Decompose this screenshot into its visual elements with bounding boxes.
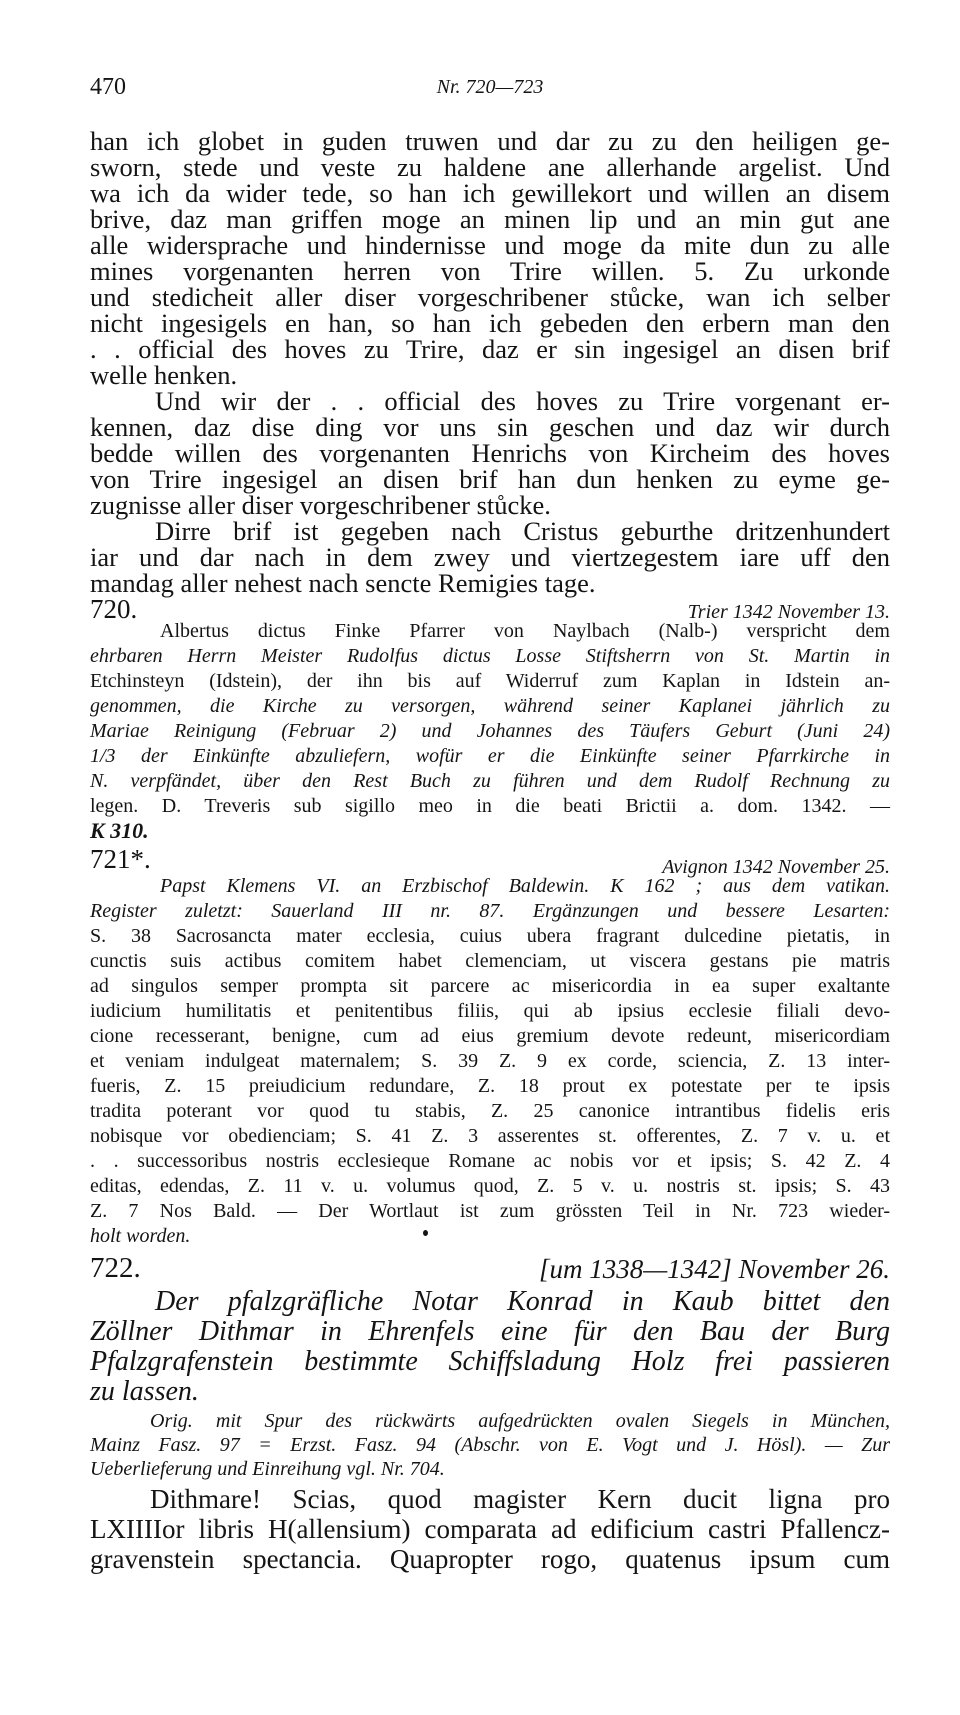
ink-speck (423, 1230, 428, 1236)
page-header (90, 74, 890, 104)
regest-line: 1/3 der Einkünfte abzuliefern, wofür er die Einkünfte seiner Pfarrkirche in (90, 745, 890, 767)
regest-line: iudicium humilitatis et penitentibus filiis, qui ab ipsius ecclesie filiali devo- (90, 1000, 890, 1022)
regest-line: fueris, Z. 15 preiudicium redundare, Z. 18 prout ex potestate per te ipsis (90, 1075, 890, 1097)
entry-number: 720. (90, 594, 138, 624)
regest-line: S. 38 Sacrosancta mater ecclesia, cuius ubera fragrant dulcedine pietatis, in (90, 925, 890, 947)
regest-line: legen. D. Treveris sub sigillo meo in die beati Brictii a. dom. 1342. — (90, 795, 890, 817)
source-line: Orig. mit Spur des rückwärts aufgedrückten ovalen Siegels in München, (150, 1410, 890, 1432)
text-line: wa ich da wider tede, so han ich gewillekort und willen an disem (90, 178, 890, 208)
text-line: han ich globet in guden truwen und dar zu zu den heiligen ge- (90, 126, 890, 156)
regest-line: Zöllner Dithmar in Ehrenfels eine für den Bau der Burg (90, 1316, 890, 1347)
source-line: Ueberlieferung und Einreihung vgl. Nr. 704. (90, 1458, 445, 1480)
regest-line: cunctis suis actibus comitem habet clemenciam, ut viscera gestans pie matris (90, 950, 890, 972)
text-line: Und wir der . . official des hoves zu Trire vorgenant er- (155, 386, 890, 416)
text-line: Dithmare! Scias, quod magister Kern ducit ligna pro (150, 1484, 890, 1514)
text-line: . . official des hoves zu Trire, daz er sin ingesigel an disen brif (90, 334, 890, 364)
regest-line: Pfalzgrafenstein bestimmte Schiffsladung Holz frei passieren (90, 1346, 890, 1377)
entry-date: Avignon 1342 November 25. (662, 856, 890, 878)
text-line: mandag aller nehest nach sencte Remigies tage. (90, 568, 596, 598)
regest-line: nobisque vor obedienciam; S. 41 Z. 3 asserentes st. offerentes, Z. 7 v. u. et (90, 1125, 890, 1147)
regest-line: Papst Klemens VI. an Erzbischof Baldewin. K 162 ; aus dem vatikan. (160, 875, 890, 897)
text-line: sworn, stede und veste zu haldene ane allerhande argelist. Und (90, 152, 890, 182)
text-line: nicht ingesigels en han, so han ich gebeden den erbern man den (90, 308, 890, 338)
text-line: alle widersprache und hindernisse und moge da mite dun zu alle (90, 230, 890, 260)
regest-line: Z. 7 Nos Bald. — Der Wortlaut ist zum grössten Teil in Nr. 723 wieder- (90, 1200, 890, 1222)
text-line: und stedicheit aller diser vorgeschribener stůcke, wan ich selber (90, 282, 890, 312)
entry-721-header (90, 844, 890, 878)
text-line: gravenstein spectancia. Quapropter rogo, quatenus ipsum cum (90, 1544, 890, 1574)
entry-date: [um 1338—1342] November 26. (539, 1254, 890, 1284)
regest-line: Albertus dictus Finke Pfarrer von Naylbach (Nalb-) verspricht dem (160, 620, 890, 642)
text-line: mines vorgenanten herren von Trire willen. 5. Zu urkonde (90, 256, 890, 286)
text-line: Dirre brif ist gegeben nach Cristus geburthe dritzenhundert (155, 516, 890, 546)
source-line: Mainz Fasz. 97 = Erzst. Fasz. 94 (Abschr. von E. Vogt und J. Hösl). — Zur (90, 1434, 890, 1456)
text-line: von Trire ingesigel an disen brif han dun henken zu eyme ge- (90, 464, 890, 494)
text-line: LXIIIIor libris H(allensium) comparata ad edificium castri Pfallencz- (90, 1514, 890, 1544)
text-line: welle henken. (90, 360, 238, 390)
regest-line: tradita poterant vor quod tu stabis, Z. 25 canonice intrantibus fidelis eris (90, 1100, 890, 1122)
regest-line: zu lassen. (90, 1376, 199, 1407)
archive-reference: K 310. (90, 818, 149, 843)
regest-line: genommen, die Kirche zu versorgen, während seiner Kaplanei jährlich zu (90, 695, 890, 717)
regest-line: ehrbaren Herrn Meister Rudolfus dictus Losse Stiftsherrn von St. Martin in (90, 645, 890, 667)
entry-number: 721*. (90, 844, 151, 874)
regest-line: cione recesserant, benigne, cum ad eius gremium devote redeunt, misericordiam (90, 1025, 890, 1047)
regest-line: . . successoribus nostris ecclesieque Romane ac nobis vor et ipsis; S. 42 Z. 4 (90, 1150, 890, 1172)
text-line: brive, daz man griffen moge an minen lip und an min gut ane (90, 204, 890, 234)
regest-line: holt worden. (90, 1225, 191, 1247)
entry-number: 722. (90, 1252, 141, 1284)
regest-line: Etchinsteyn (Idstein), der ihn bis auf Widerruf zum Kaplan in Idstein an- (90, 670, 890, 692)
regest-line: Der pfalzgräfliche Notar Konrad in Kaub bittet den (155, 1286, 890, 1317)
entry-date: Trier 1342 November 13. (687, 601, 890, 623)
regest-line: Mariae Reinigung (Februar 2) und Johannes des Täufers Geburt (Juni 24) (90, 720, 890, 742)
page-number: 470 (90, 74, 126, 100)
text-line: bedde willen des vorgenanten Henrichs von Kircheim des hoves (90, 438, 890, 468)
text-line: kennen, daz dise ding vor uns sin geschen und daz wir durch (90, 412, 890, 442)
regest-line: ad singulos semper prompta sit parcere ac misericordia in ea super exaltante (90, 975, 890, 997)
running-title: Nr. 720—723 (436, 76, 544, 98)
regest-line: et veniam indulgeat maternalem; S. 39 Z. 9 ex corde, sciencia, Z. 13 inter- (90, 1050, 890, 1072)
text-line: iar und dar nach in dem zwey und viertzegestem iare uff den (90, 542, 890, 572)
regest-line: N. verpfändet, über den Rest Buch zu führen und dem Rudolf Rechnung zu (90, 770, 890, 792)
text-line: zugnisse aller diser vorgeschribener stůcke. (90, 490, 551, 520)
regest-line: Register zuletzt: Sauerland III nr. 87. Ergänzungen und bessere Lesarten: (90, 900, 890, 922)
regest-line: editas, edendas, Z. 11 v. u. volumus quod, Z. 5 v. u. nostris st. ipsis; S. 43 (90, 1175, 890, 1197)
